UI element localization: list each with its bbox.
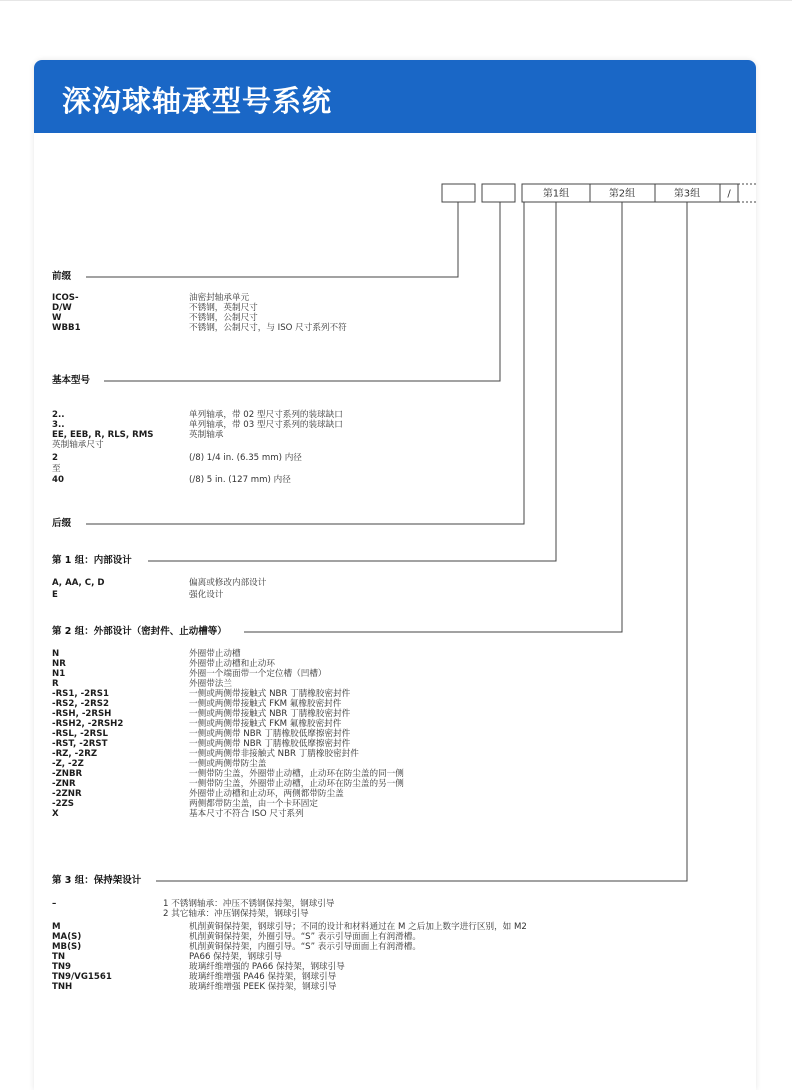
code: -RSH, -2RSH — [52, 709, 112, 719]
code: M — [52, 922, 61, 932]
description: 英制轴承 — [189, 430, 224, 440]
basic-box — [482, 184, 515, 202]
description: 外圈带止动槽 — [189, 649, 241, 659]
description: 外圈带止动槽和止动环，两侧都带防尘盖 — [189, 789, 344, 799]
code: -ZNR — [52, 779, 76, 789]
description: 两侧都带防尘盖，由一个卡环固定 — [189, 799, 318, 809]
description: 不锈钢，英制尺寸 — [189, 303, 258, 313]
slash-box-label: / — [727, 188, 731, 200]
description: 外圈一个端面带一个定位槽（凹槽） — [189, 669, 327, 679]
code: – — [52, 899, 57, 909]
description: 2 其它轴承：冲压钢保持架，钢球引导 — [163, 909, 309, 919]
page-title: 深沟球轴承型号系统 — [62, 84, 333, 118]
description: (/8) 1/4 in. (6.35 mm) 内径 — [189, 453, 302, 463]
top-divider — [0, 0, 792, 1]
code: 3.. — [52, 420, 65, 430]
description: 单列轴承，带 02 型尺寸系列的装球缺口 — [189, 410, 343, 420]
code: 2 — [52, 453, 58, 463]
basic-connector — [104, 202, 500, 381]
description: 机削黄铜保持架，外圈引导。“S” 表示引导面面上有润滑槽。 — [189, 932, 421, 942]
description: 机削黄铜保持架，钢球引导；不同的设计和材料通过在 M 之后加上数字进行区别，如 M2 — [189, 922, 527, 932]
group2-box-label: 第2组 — [608, 188, 636, 200]
group3-box-label: 第3组 — [673, 188, 701, 200]
description: 不锈钢，公制尺寸 — [189, 313, 258, 323]
description: 玻璃纤维增强 PEEK 保持架，钢球引导 — [189, 982, 337, 992]
code: E — [52, 590, 58, 600]
section-title-basic: 基本型号 — [52, 375, 91, 386]
description: 一侧或两侧带接触式 NBR 丁腈橡胶密封件 — [189, 689, 351, 699]
description: 一侧或两侧带 NBR 丁腈橡胶低摩擦密封件 — [189, 729, 351, 739]
description: 外圈带止动槽和止动环 — [189, 659, 275, 669]
description: 机削黄铜保持架，内圈引导。“S” 表示引导面面上有润滑槽。 — [189, 942, 421, 952]
description: 一侧或两侧带 NBR 丁腈橡胶低摩擦密封件 — [189, 739, 351, 749]
code: 2.. — [52, 410, 65, 420]
description: 一侧或两侧带接触式 NBR 丁腈橡胶密封件 — [189, 709, 351, 719]
section-title-group1: 第 1 组：内部设计 — [52, 555, 132, 566]
code: MB(S) — [52, 942, 82, 952]
description: 油密封轴承单元 — [189, 293, 250, 303]
description: 外圈带法兰 — [189, 679, 232, 689]
code: TN9 — [52, 962, 72, 972]
group1-box-label: 第1组 — [542, 188, 570, 200]
code: ICOS- — [52, 293, 79, 303]
code: TN — [52, 952, 66, 962]
code: NR — [52, 659, 66, 669]
code: N1 — [52, 669, 66, 679]
code: R — [52, 679, 59, 689]
code: EE, EEB, R, RLS, RMS — [52, 430, 154, 440]
code: 至 — [52, 464, 61, 474]
code: TN9/VG1561 — [52, 972, 112, 982]
code: -2ZNR — [52, 789, 82, 799]
description: 不锈钢，公制尺寸，与 ISO 尺寸系列不符 — [189, 323, 347, 333]
description: 玻璃纤维增强的 PA66 保持架，钢球引导 — [189, 962, 345, 972]
description: 1 不锈钢轴承：冲压不锈钢保持架，钢球引导 — [163, 899, 335, 909]
description: 一侧或两侧带接触式 FKM 氟橡胶密封件 — [189, 719, 342, 729]
code: 英制轴承尺寸 — [52, 440, 104, 450]
section-title-suffix: 后缀 — [52, 518, 72, 529]
description: 玻璃纤维增强 PA46 保持架，钢球引导 — [189, 972, 337, 982]
description: 单列轴承，带 03 型尺寸系列的装球缺口 — [189, 420, 343, 430]
code: -RSH2, -2RSH2 — [52, 719, 124, 729]
description: 一侧或两侧带防尘盖 — [189, 759, 267, 769]
code: -ZNBR — [52, 769, 83, 779]
description: 一侧或两侧带非接触式 NBR 丁腈橡胶密封件 — [189, 749, 359, 759]
description: (/8) 5 in. (127 mm) 内径 — [189, 475, 291, 485]
code: W — [52, 313, 62, 323]
section-title-prefix: 前缀 — [52, 271, 72, 282]
code: TNH — [52, 982, 73, 992]
prefix-box — [442, 184, 475, 202]
code: D/W — [52, 303, 72, 313]
prefix-connector — [86, 202, 458, 277]
code: -RSL, -2RSL — [52, 729, 108, 739]
code: -Z, -2Z — [52, 759, 84, 769]
description: 一侧带防尘盖，外圈带止动槽，止动环在防尘盖的同一侧 — [189, 769, 404, 779]
code: -2ZS — [52, 799, 74, 809]
code: MA(S) — [52, 932, 82, 942]
description: 一侧带防尘盖，外圈带止动槽，止动环在防尘盖的另一侧 — [189, 779, 404, 789]
code: X — [52, 809, 59, 819]
code: -RS2, -2RS2 — [52, 699, 109, 709]
description: 偏离或修改内部设计 — [189, 578, 267, 588]
description: 一侧或两侧带接触式 FKM 氟橡胶密封件 — [189, 699, 342, 709]
code: WBB1 — [52, 323, 81, 333]
code: -RST, -2RST — [52, 739, 108, 749]
description: 基本尺寸不符合 ISO 尺寸系列 — [189, 809, 304, 819]
section-title-group3: 第 3 组：保持架设计 — [52, 875, 142, 886]
description: PA66 保持架，钢球引导 — [189, 952, 282, 962]
section-title-group2: 第 2 组：外部设计（密封件、止动槽等） — [52, 626, 227, 637]
code: N — [52, 649, 60, 659]
content-card — [34, 60, 756, 1090]
code: 40 — [52, 475, 64, 485]
description: 强化设计 — [189, 590, 224, 600]
code: -RS1, -2RS1 — [52, 689, 109, 699]
code: -RZ, -2RZ — [52, 749, 98, 759]
code: A, AA, C, D — [52, 578, 105, 588]
